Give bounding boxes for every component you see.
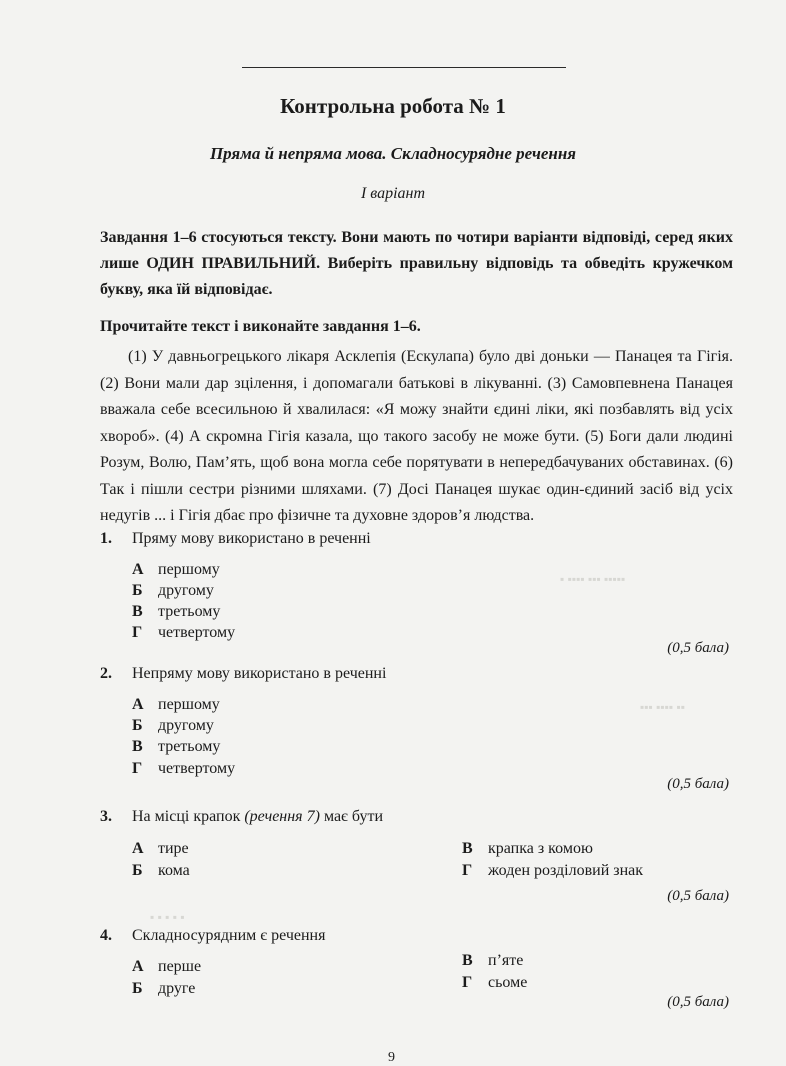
option-letter: В — [462, 952, 473, 969]
option-text: четвертому — [158, 760, 236, 777]
question-number: 2. — [100, 665, 112, 682]
option-text: другому — [158, 582, 214, 599]
answer-option-a[interactable] — [132, 840, 189, 858]
answer-option-h[interactable] — [462, 862, 643, 880]
answer-option-v[interactable] — [462, 840, 593, 858]
bleed-through-artifact: ▪▪▪ ▪▪▪▪ ▪▪ — [640, 700, 685, 714]
page-subtitle: Пряма й непряма мова. Складносурядне речення — [209, 144, 577, 163]
option-letter: Б — [132, 980, 143, 997]
answer-option-a[interactable] — [132, 561, 220, 579]
variant-label: І варіант — [360, 185, 426, 202]
option-letter: Б — [132, 582, 143, 599]
question-text: На місці крапок (речення 7) має бути — [132, 808, 384, 825]
option-letter: Б — [132, 862, 143, 879]
option-letter: В — [132, 738, 143, 755]
option-letter: В — [462, 840, 473, 857]
answer-option-v[interactable] — [132, 603, 220, 621]
bleed-through-artifact: ▪ ▪▪▪▪ ▪▪▪ ▪▪▪▪▪ — [560, 572, 626, 586]
answer-option-b[interactable] — [132, 717, 214, 735]
question-text: Непряму мову використано в реченні — [132, 665, 387, 682]
top-rule — [242, 67, 566, 68]
option-letter: А — [132, 696, 144, 713]
reading-passage: (1) У давньогрецького лікаря Асклепія (Ескулапа) було дві доньки — Панацея та Гігія. (2) Вони мали дар зцілення, і допомагали батькові в лікуванні. (3) Самовпевнена Панацея вважала себе всесильною й хвалилася: «Я можу знайти єдині ліки, які позбавлять від усіх хвороб». (4) А скромна Гігія казала, що такого засобу не може бути. (5) Боги дали людині Розум, Волю, Пам’ять, щоб вона могла себе порятувати в непередбачуваних обставинах. (6) Так і пішли сестри різними шляхами. (7) Досі Панацея шукає один-єдиний засіб від усіх недугів ... і Гігія дбає про фізичне та духовне здоров’я людства. — [100, 348, 733, 524]
option-text: кома — [158, 862, 190, 879]
page-title: Контрольна робота № 1 — [280, 94, 506, 118]
answer-option-a[interactable] — [132, 958, 201, 976]
option-text: друге — [158, 980, 196, 997]
option-letter: А — [132, 561, 144, 578]
reading-heading: Прочитайте текст і виконайте завдання 1–6. — [100, 318, 421, 335]
answer-option-v[interactable] — [462, 952, 523, 970]
option-text: сьоме — [488, 974, 528, 991]
option-text: третьому — [158, 603, 221, 620]
score-label: (0,5 бала) — [667, 994, 729, 1010]
question-text: Пряму мову використано в реченні — [132, 530, 371, 547]
option-text: четвертому — [158, 624, 236, 641]
option-letter: Г — [462, 974, 473, 991]
option-text: першому — [158, 561, 220, 578]
option-text: п’яте — [488, 952, 524, 969]
score-label: (0,5 бала) — [667, 776, 729, 792]
answer-option-b[interactable] — [132, 582, 214, 600]
page-number: 9 — [388, 1050, 395, 1065]
option-letter: Г — [132, 624, 143, 641]
option-text: другому — [158, 717, 214, 734]
answer-option-v[interactable] — [132, 738, 220, 756]
option-text: перше — [158, 958, 202, 975]
option-letter: Г — [462, 862, 473, 879]
answer-option-h[interactable] — [462, 974, 527, 992]
answer-option-h[interactable] — [132, 624, 235, 642]
answer-option-a[interactable] — [132, 696, 220, 714]
score-label: (0,5 бала) — [667, 888, 729, 904]
instructions: Завдання 1–6 стосуються тексту. Вони мають по чотири варіанти відповіді, серед яких лише ОДИН ПРАВИЛЬНИЙ. Виберіть правильну відповідь та обведіть кружечком букву, яка їй відповідає. — [100, 229, 733, 298]
option-text: третьому — [158, 738, 221, 755]
option-letter: А — [132, 840, 144, 857]
question-number: 4. — [100, 927, 112, 944]
option-text: жоден розділовий знак — [488, 862, 644, 879]
option-text: тире — [158, 840, 189, 857]
option-letter: Б — [132, 717, 143, 734]
bleed-through-artifact: ▪ ▪ ▪ ▪ ▪ — [150, 910, 185, 924]
score-label: (0,5 бала) — [667, 640, 729, 656]
option-text: крапка з комою — [488, 840, 593, 857]
answer-option-h[interactable] — [132, 760, 235, 778]
question-number: 3. — [100, 808, 112, 825]
answer-option-b[interactable] — [132, 862, 190, 880]
option-letter: Г — [132, 760, 143, 777]
question-text: Складносурядним є речення — [132, 927, 326, 944]
answer-option-b[interactable] — [132, 980, 195, 998]
option-text: першому — [158, 696, 220, 713]
question-number: 1. — [100, 530, 112, 547]
option-letter: А — [132, 958, 144, 975]
option-letter: В — [132, 603, 143, 620]
